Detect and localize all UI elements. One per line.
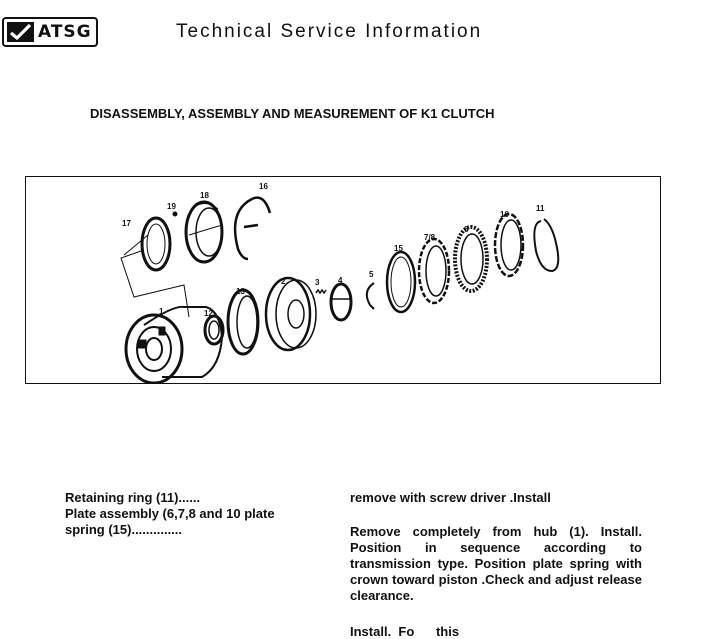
label-6: 6 <box>464 225 469 234</box>
part-11-retaining-ring <box>534 219 558 271</box>
label-11: 11 <box>536 204 545 213</box>
header-title: Technical Service Information <box>176 21 483 42</box>
part-list-line-3: spring (15).............. <box>65 522 183 537</box>
part-list <box>65 490 325 538</box>
part-5-ring <box>367 283 374 309</box>
part-15-plate-spring <box>387 252 415 312</box>
procedure-text <box>350 490 642 604</box>
label-1: 1 <box>159 307 164 316</box>
label-18: 18 <box>200 191 209 200</box>
atsg-logo <box>2 17 98 47</box>
part-18-piston <box>186 202 222 262</box>
procedure-partial-line: Install. Fo this <box>350 624 460 639</box>
part-list-line-2: Plate assembly (6,7,8 and 10 plate <box>65 506 275 521</box>
label-15: 15 <box>394 244 403 253</box>
procedure-line-1: remove with screw driver .Install <box>350 490 551 505</box>
part-4-bearing <box>331 284 351 320</box>
label-7-8: 7/8 <box>424 233 436 242</box>
label-12: 12 <box>204 309 213 318</box>
label-10: 10 <box>500 210 509 219</box>
part-list-line-1: Retaining ring (11)...... <box>65 490 201 505</box>
logo-text: ATSG <box>38 22 92 42</box>
label-2: 2 <box>281 277 286 286</box>
checkmark-icon <box>6 20 36 44</box>
part-10-pressure-plate <box>495 214 523 276</box>
label-19: 19 <box>167 202 176 211</box>
k1-clutch-exploded-diagram <box>26 177 660 383</box>
part-19-ball <box>173 212 177 216</box>
label-13: 13 <box>236 287 245 296</box>
label-16: 16 <box>259 182 268 191</box>
label-4: 4 <box>338 276 343 285</box>
part-7-8-plates <box>419 239 449 303</box>
document-title: DISASSEMBLY, ASSEMBLY AND MEASUREMENT OF K1 CLUTCH <box>90 106 495 121</box>
label-17: 17 <box>122 219 131 228</box>
label-5: 5 <box>369 270 374 279</box>
procedure-paragraph-2: Remove completely from hub (1). Install. Position in sequence according to transmission type. Position plate spring with crown toward piston .Check and adjust release clearance. <box>350 524 642 603</box>
exploded-view-figure <box>25 176 661 384</box>
part-6-friction-plate <box>455 227 487 291</box>
part-2-plate <box>266 278 316 350</box>
part-16-snap-ring <box>235 198 270 259</box>
part-13-ring <box>228 290 258 354</box>
label-3: 3 <box>315 278 320 287</box>
part-3-spring <box>316 290 326 293</box>
